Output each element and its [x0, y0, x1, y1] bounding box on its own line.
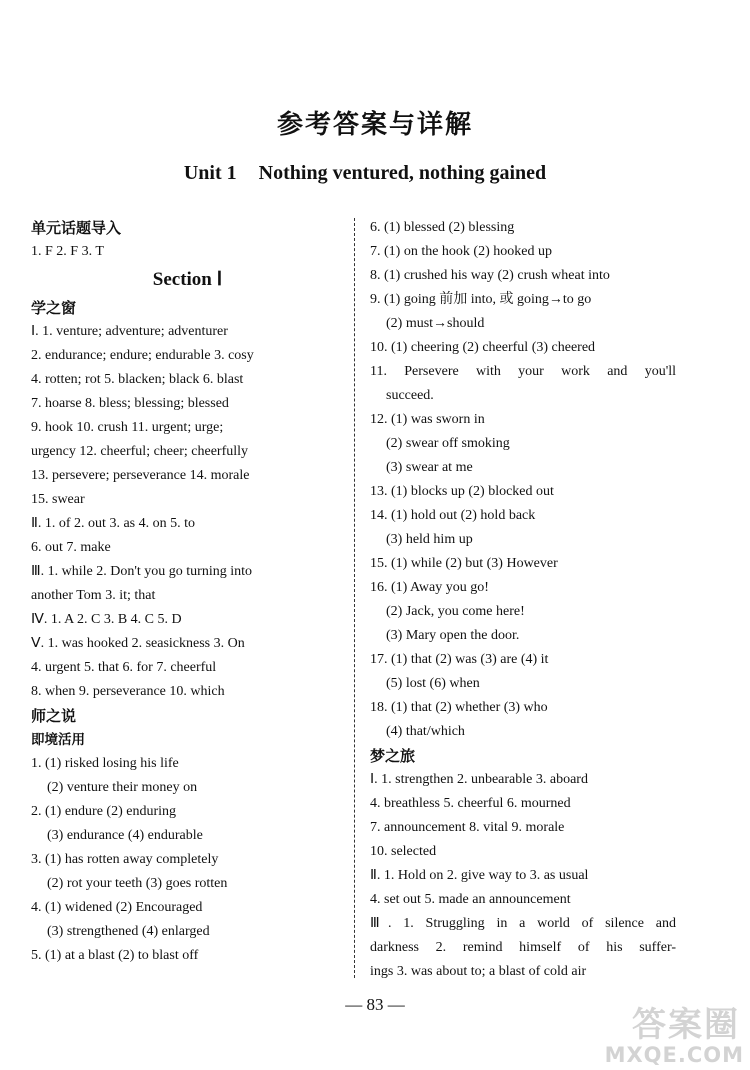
answer-line: Ⅱ. 1. Hold on 2. give way to 3. as usual — [370, 868, 589, 883]
answer-line: Ⅲ. 1. while 2. Don't you go turning into — [31, 564, 252, 579]
answer-line: 3. (1) has rotten away completely — [31, 852, 219, 867]
column-divider — [354, 218, 355, 978]
answer-line: 17. (1) that (2) was (3) are (4) it — [370, 652, 549, 667]
answer-line: 6. (1) blessed (2) blessing — [370, 220, 515, 235]
section-heading: 单元话题导入 — [31, 219, 122, 237]
answer-line: Ⅳ. 1. A 2. C 3. B 4. C 5. D — [31, 612, 182, 627]
answer-line: 8. when 9. perseverance 10. which — [31, 684, 225, 699]
unit-number: Unit 1 — [183, 162, 237, 184]
watermark-url: MXQE.COM — [604, 1043, 744, 1067]
answer-line: (3) Mary open the door. — [386, 628, 520, 643]
answer-line: 1. F 2. F 3. T — [31, 244, 104, 259]
answer-line: (2) Jack, you come here! — [386, 604, 525, 619]
watermark-text: 答案圈 — [632, 1005, 740, 1045]
section-heading: 学之窗 — [31, 299, 77, 317]
answer-line: (2) rot your teeth (3) goes rotten — [47, 876, 228, 891]
answer-line: 4. rotten; rot 5. blacken; black 6. blast — [31, 372, 244, 387]
answer-line: 9. hook 10. crush 11. urgent; urge; — [31, 420, 224, 435]
answer-line: 14. (1) hold out (2) hold back — [370, 508, 536, 523]
answer-line: (3) endurance (4) endurable — [47, 828, 203, 843]
answer-line: 7. hoarse 8. bless; blessing; blessed — [31, 396, 229, 411]
left-answer-column — [31, 216, 344, 968]
answer-line: (2) swear off smoking — [386, 436, 510, 451]
unit-topic: Nothing ventured, nothing gained — [258, 162, 547, 184]
section-heading: 梦之旅 — [370, 747, 416, 765]
page-number: — 83 — — [345, 995, 405, 1014]
answer-line: 4. urgent 5. that 6. for 7. cheerful — [31, 660, 217, 675]
right-answer-column — [370, 216, 676, 984]
subsection-heading: 即境活用 — [31, 732, 85, 748]
answer-line: (3) held him up — [386, 532, 473, 547]
answer-line: urgency 12. cheerful; cheer; cheerfully — [31, 444, 249, 459]
answer-line: 4. (1) widened (2) Encouraged — [31, 900, 203, 915]
answer-line: (5) lost (6) when — [386, 676, 480, 691]
answer-line: 11. Persevere with your work and you'll — [370, 364, 676, 379]
answer-line: 4. set out 5. made an announcement — [370, 892, 571, 907]
answer-line: 4. breathless 5. cheerful 6. mourned — [370, 796, 571, 811]
answer-line: Ⅰ. 1. venture; adventure; adventurer — [31, 324, 228, 339]
watermark-logo — [594, 1006, 744, 1066]
answer-line: Ⅲ. 1. Struggling in a world of silence and — [370, 916, 676, 931]
answer-line: (3) strengthened (4) enlarged — [47, 924, 210, 939]
answer-line: Ⅰ. 1. strengthen 2. unbearable 3. aboard — [370, 772, 588, 787]
answer-line: (2) must→should — [386, 316, 485, 331]
answer-line: 1. (1) risked losing his life — [31, 756, 179, 771]
section-heading: 师之说 — [31, 707, 77, 725]
answer-line: darkness 2. remind himself of his suffer- — [370, 940, 676, 955]
answer-line: 8. (1) crushed his way (2) crush wheat into — [370, 268, 610, 283]
answer-line: 15. swear — [31, 492, 85, 507]
answer-line: Ⅱ. 1. of 2. out 3. as 4. on 5. to — [31, 516, 195, 531]
answer-line: (4) that/which — [386, 724, 465, 739]
answer-line: ings 3. was about to; a blast of cold air — [370, 964, 587, 979]
answer-line: 7. announcement 8. vital 9. morale — [370, 820, 565, 835]
answer-line: 10. (1) cheering (2) cheerful (3) cheered — [370, 340, 596, 355]
answer-line: 6. out 7. make — [31, 540, 111, 555]
answer-line: 7. (1) on the hook (2) hooked up — [370, 244, 552, 259]
answer-line: (2) venture their money on — [47, 780, 198, 795]
answer-line: 9. (1) going 前加 into, 或 going→to go — [370, 292, 592, 307]
answer-line: 13. (1) blocks up (2) blocked out — [370, 484, 554, 499]
answer-line: 12. (1) was sworn in — [370, 412, 485, 427]
answer-line: 13. persevere; perseverance 14. morale — [31, 468, 250, 483]
answer-line: succeed. — [386, 388, 434, 403]
answer-line: (3) swear at me — [386, 460, 473, 475]
answer-line: 10. selected — [370, 844, 437, 859]
answer-line: 2. (1) endure (2) enduring — [31, 804, 177, 819]
section-title: Section Ⅰ — [152, 269, 223, 290]
unit-heading — [0, 162, 720, 185]
answer-line: 15. (1) while (2) but (3) However — [370, 556, 558, 571]
answer-line: 16. (1) Away you go! — [370, 580, 489, 595]
answer-line: another Tom 3. it; that — [31, 588, 156, 603]
answer-line: Ⅴ. 1. was hooked 2. seasickness 3. On — [31, 636, 245, 651]
answer-line: 2. endurance; endure; endurable 3. cosy — [31, 348, 254, 363]
answer-line: 18. (1) that (2) whether (3) who — [370, 700, 548, 715]
page-title: 参考答案与详解 — [276, 110, 473, 140]
answer-line: 5. (1) at a blast (2) to blast off — [31, 948, 199, 963]
